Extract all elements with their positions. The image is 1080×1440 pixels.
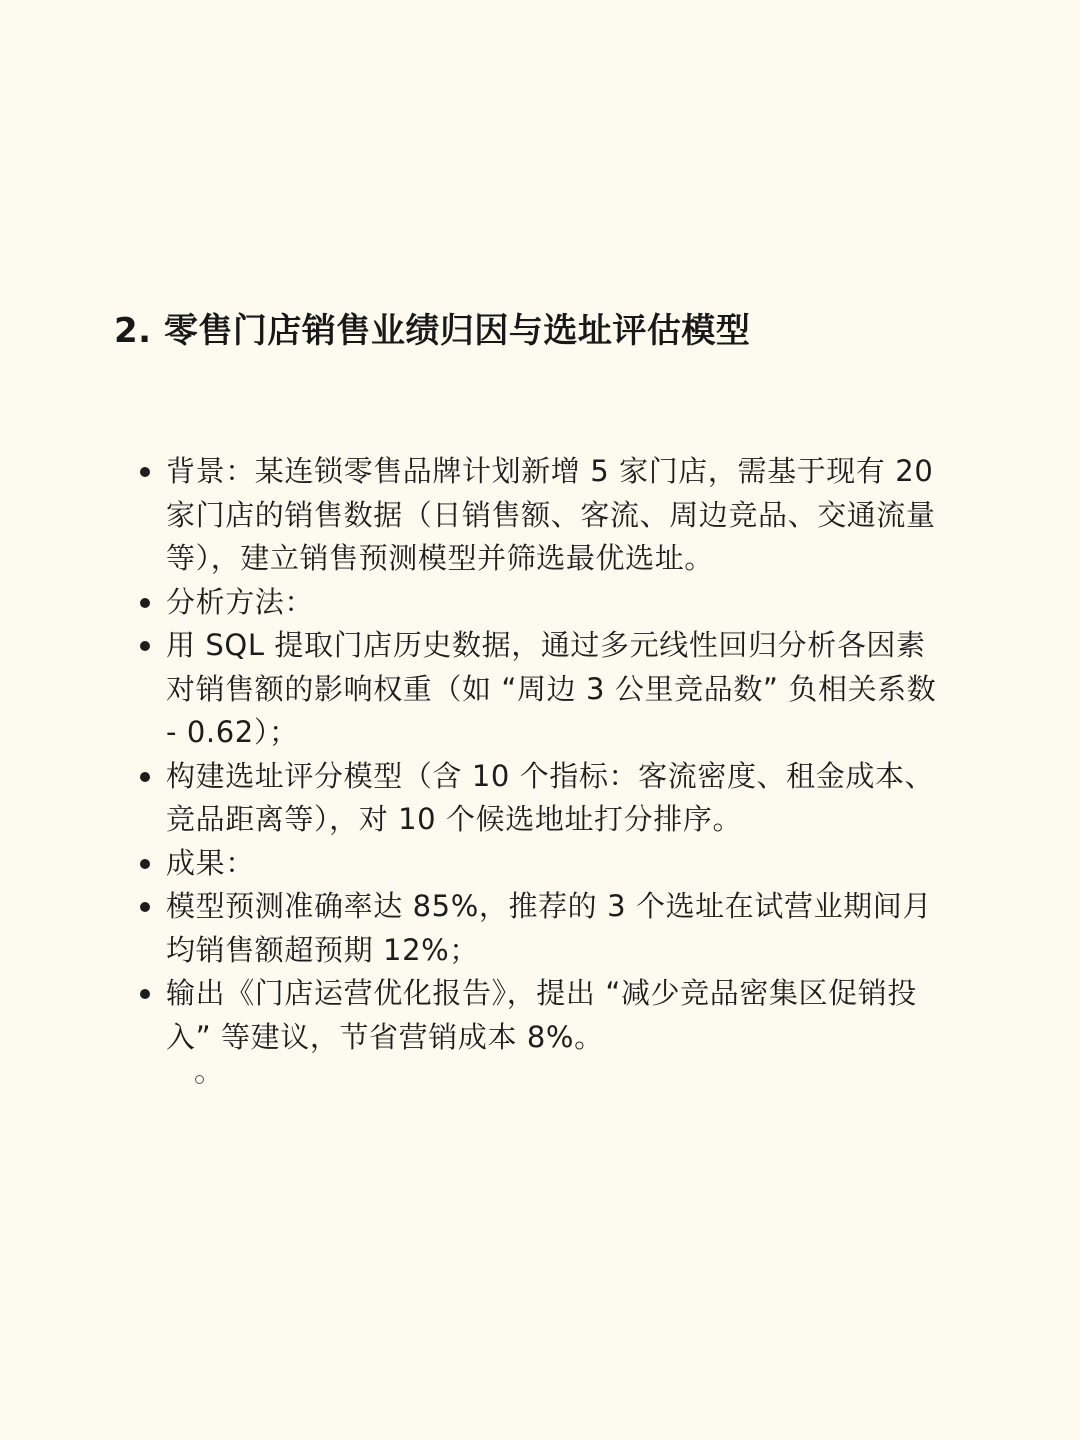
bullet-dot-icon: [140, 859, 150, 869]
list-item-accuracy: [138, 885, 948, 972]
section-title: 2. 零售门店销售业绩归因与选址评估模型: [114, 311, 751, 351]
bullet-dot-icon: [140, 772, 150, 782]
list-item-text: 用 SQL 提取门店历史数据，通过多元线性回归分析各因素对销售额的影响权重（如 “周边 3 公里竞品数” 负相关系数 - 0.62）；: [166, 628, 937, 749]
list-item-text: 输出《门店运营优化报告》，提出 “减少竞品密集区促销投入” 等建议，节省营销成本 8%。: [166, 976, 917, 1054]
bullet-dot-icon: [140, 902, 150, 912]
list-item-text: 构建选址评分模型（含 10 个指标：客流密度、租金成本、竞品距离等），对 10 个候选地址打分排序。: [166, 758, 935, 836]
list-item-scoring-model: [138, 755, 948, 842]
list-item-text: 分析方法：: [166, 584, 315, 619]
list-item-background: [138, 450, 948, 581]
list-item-text: 背景：某连锁零售品牌计划新增 5 家门店，需基于现有 20 家门店的销售数据（日销售额、客流、周边竞品、交通流量等），建立销售预测模型并筛选最优选址。: [166, 454, 936, 575]
list-item-text: 模型预测准确率达 85%，推荐的 3 个选址在试营业期间月均销售额超预期 12%；: [166, 889, 932, 967]
list-item-text: 成果：: [166, 845, 255, 880]
bullet-dot-icon: [140, 641, 150, 651]
list-item-report: [138, 972, 948, 1059]
bullet-dot-icon: [140, 467, 150, 477]
bullet-list: [138, 450, 948, 1059]
hollow-circle-icon: [195, 1075, 204, 1084]
bullet-dot-icon: [140, 989, 150, 999]
list-item-method-heading: [138, 581, 948, 625]
list-item-sql-regression: [138, 624, 948, 755]
bullet-dot-icon: [140, 598, 150, 608]
list-item-results-heading: [138, 842, 948, 886]
